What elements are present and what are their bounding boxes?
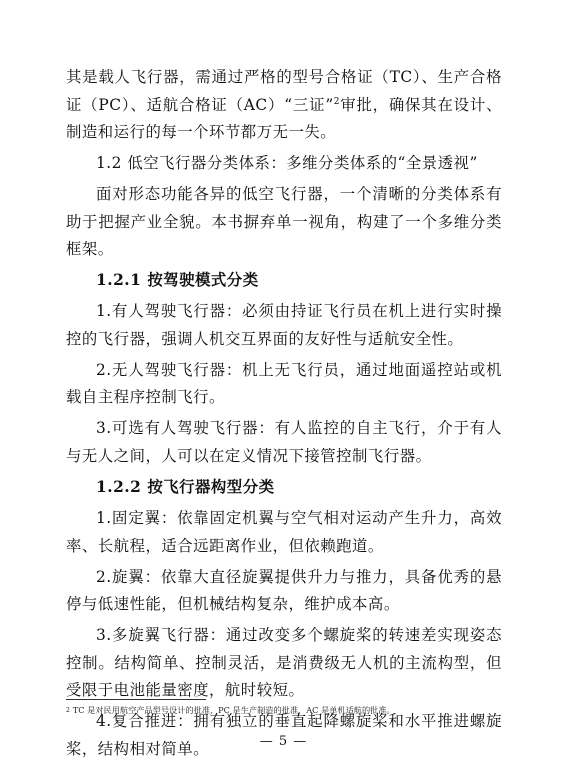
- paragraph-unmanned: 2.无人驾驶飞行器：机上无飞行员，通过地面遥控站或机载自主程序控制飞行。: [66, 360, 502, 407]
- heading-1-2-1: [66, 267, 502, 295]
- body-text: [66, 64, 502, 767]
- heading-number: 1.2.1: [96, 271, 142, 290]
- footnote-reference[interactable]: 2: [333, 96, 340, 107]
- heading-title: 按飞行器构型分类: [147, 478, 275, 497]
- paragraph-rotorcraft: 2.旋翼：依靠大直径旋翼提供升力与推力，具备优秀的悬停与低速性能，但机械结构复杂，维护成本高。: [66, 567, 502, 614]
- footnote-divider: [66, 699, 206, 700]
- paragraph-certification: [66, 64, 502, 147]
- footnote-text: TC 是对民用航空产品型号设计的批准，PC 是生产制造的批准，AC 是单机适航的批准。: [72, 705, 395, 715]
- heading-1-2-2: [66, 474, 502, 502]
- heading-number: 1.2.2: [96, 478, 142, 497]
- text-run: 其是载人飞行器，需通过严格的型号合格证（TC）、生产合格证（PC）、适航合格证（AC）“三证”: [66, 68, 502, 114]
- footnote-marker: 2: [66, 707, 70, 714]
- paragraph-manned: 1.有人驾驶飞行器：必须由持证飞行员在机上进行实时操控的飞行器，强调人机交互界面的友好性与适航安全性。: [66, 302, 502, 348]
- footnote: [66, 705, 502, 716]
- page-number: — 5 —: [259, 734, 308, 749]
- section-1-2-body: 面对形态功能各异的低空飞行器，一个清晰的分类体系有助于把握产业全貌。本书摒弃单一视角，构建了一个多维分类框架。: [66, 185, 502, 259]
- text-run: 审批，确保其在设计、制造和运行的每一个环节都万无一失。: [66, 95, 502, 142]
- heading-title: 按驾驶模式分类: [147, 271, 259, 290]
- section-1-2-title: 1.2 低空飞行器分类体系：多维分类体系的“全景透视”: [96, 154, 478, 173]
- paragraph-multirotor: 3.多旋翼飞行器：通过改变多个螺旋桨的转速差实现姿态控制。结构简单、控制灵活，是消费级无人机的主流构型，但受限于电池能量密度，航时较短。: [66, 626, 502, 700]
- paragraph-fixed-wing: 1.固定翼：依靠固定机翼与空气相对运动产生升力，高效率、长航程，适合远距离作业，但依赖跑道。: [66, 509, 502, 555]
- paragraph-optionally-piloted: 3.可选有人驾驶飞行器：有人监控的自主飞行，介于有人与无人之间，人可以在定义情况下接管控制飞行器。: [66, 419, 502, 466]
- paragraph-compound: 4.复合推进：拥有独立的垂直起降螺旋桨和水平推进螺旋桨，结构相对简单。: [66, 712, 502, 758]
